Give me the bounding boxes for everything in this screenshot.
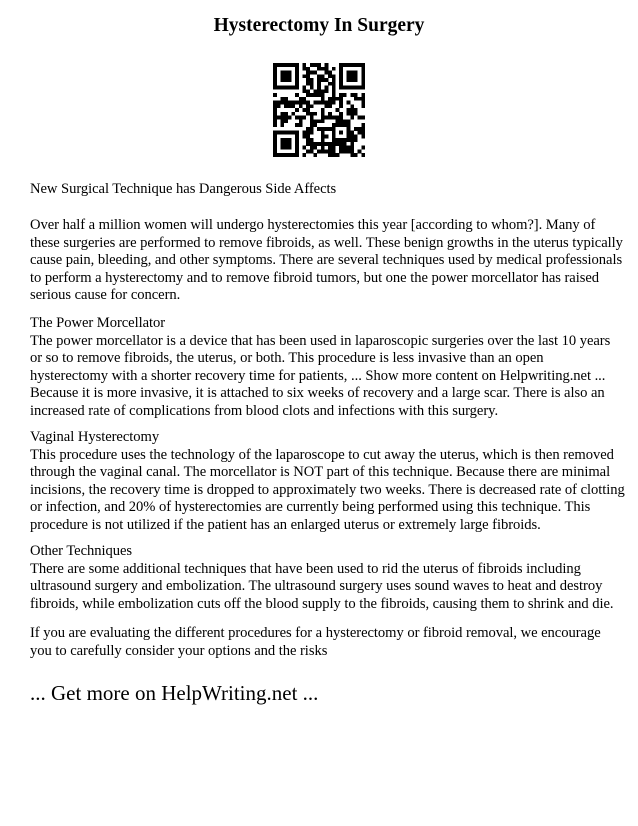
paragraph-line: increased rate of complications from blood clots and infections with this surgery. bbox=[30, 402, 499, 419]
paragraph-line: The power morcellator is a device that has been used in laparoscopic surgeries over the last 10 years bbox=[30, 332, 611, 349]
paragraph-line: ultrasound surgery and embolization. The ultrasound surgery uses sound waves to heat and destroy bbox=[30, 578, 603, 595]
qr-code-icon bbox=[273, 63, 365, 157]
paragraph-line: This procedure uses the technology of the laparoscope to cut away the uterus, which is then removed bbox=[30, 446, 614, 463]
paragraph-conclusion bbox=[30, 625, 620, 660]
paragraph-line: Because it is more invasive, it is attached to six weeks of recovery and a large scar. There is also an bbox=[30, 385, 605, 402]
paragraph-line: to perform a hysterectomy and to remove fibroid tumors, but one the power morcellator has raised bbox=[30, 269, 600, 286]
paragraph-line: fibroids, while embolization cuts off the blood supply to the fibroids, causing them to shrink and die. bbox=[30, 595, 614, 612]
paragraph-line: procedure is not utilized if the patient has an enlarged uterus or extremely large fibroids. bbox=[30, 516, 541, 533]
paragraph-line: Over half a million women will undergo hysterectomies this year [according to whom?]. Many of bbox=[30, 217, 596, 233]
paragraph-line: or so to remove fibroids, the uterus, or both. This procedure is less invasive than an open bbox=[30, 350, 544, 367]
section-power-morcellator bbox=[30, 315, 620, 421]
section-other-techniques bbox=[30, 543, 620, 613]
paragraph-line: If you are evaluating the different procedures for a hysterectomy or fibroid removal, we encourage bbox=[30, 625, 601, 641]
paragraph-line: hysterectomy with a shorter recovery time for patients, ... Show more content on Helpwriting.net ... bbox=[30, 367, 606, 384]
intro-heading: New Surgical Technique has Dangerous Side Affects bbox=[30, 181, 337, 197]
document-title: Hysterectomy In Surgery bbox=[213, 15, 425, 36]
paragraph-intro bbox=[30, 217, 623, 305]
paragraph-line: serious cause for concern. bbox=[30, 287, 181, 304]
paragraph-line: through the vaginal canal. The morcellator is NOT part of this technique. Because there are minimal bbox=[30, 464, 611, 481]
paragraph-line: There are some additional techniques that have been used to rid the uterus of fibroids including bbox=[30, 560, 581, 577]
paragraph-line: incisions, the recovery time is dropped to approximately two weeks. There is decreased rate of clotting bbox=[30, 481, 625, 498]
section-vaginal-hysterectomy bbox=[30, 429, 625, 535]
paragraph-line: cause pain, bleeding, and other symptoms. There are several techniques used by medical professionals bbox=[30, 252, 623, 269]
section-heading: The Power Morcellator bbox=[30, 315, 166, 331]
get-more-link[interactable]: ... Get more on HelpWriting.net ... bbox=[30, 681, 319, 705]
section-heading: Vaginal Hysterectomy bbox=[30, 429, 160, 445]
paragraph-line: these surgeries are performed to remove fibroids, as well. These benign growths in the uterus typically bbox=[30, 234, 623, 251]
paragraph-line: you to carefully consider your options and the risks bbox=[30, 642, 328, 659]
paragraph-line: or infection, and 20% of hysterectomies are currently being performed using this technique. This bbox=[30, 499, 591, 516]
section-heading: Other Techniques bbox=[30, 543, 133, 559]
